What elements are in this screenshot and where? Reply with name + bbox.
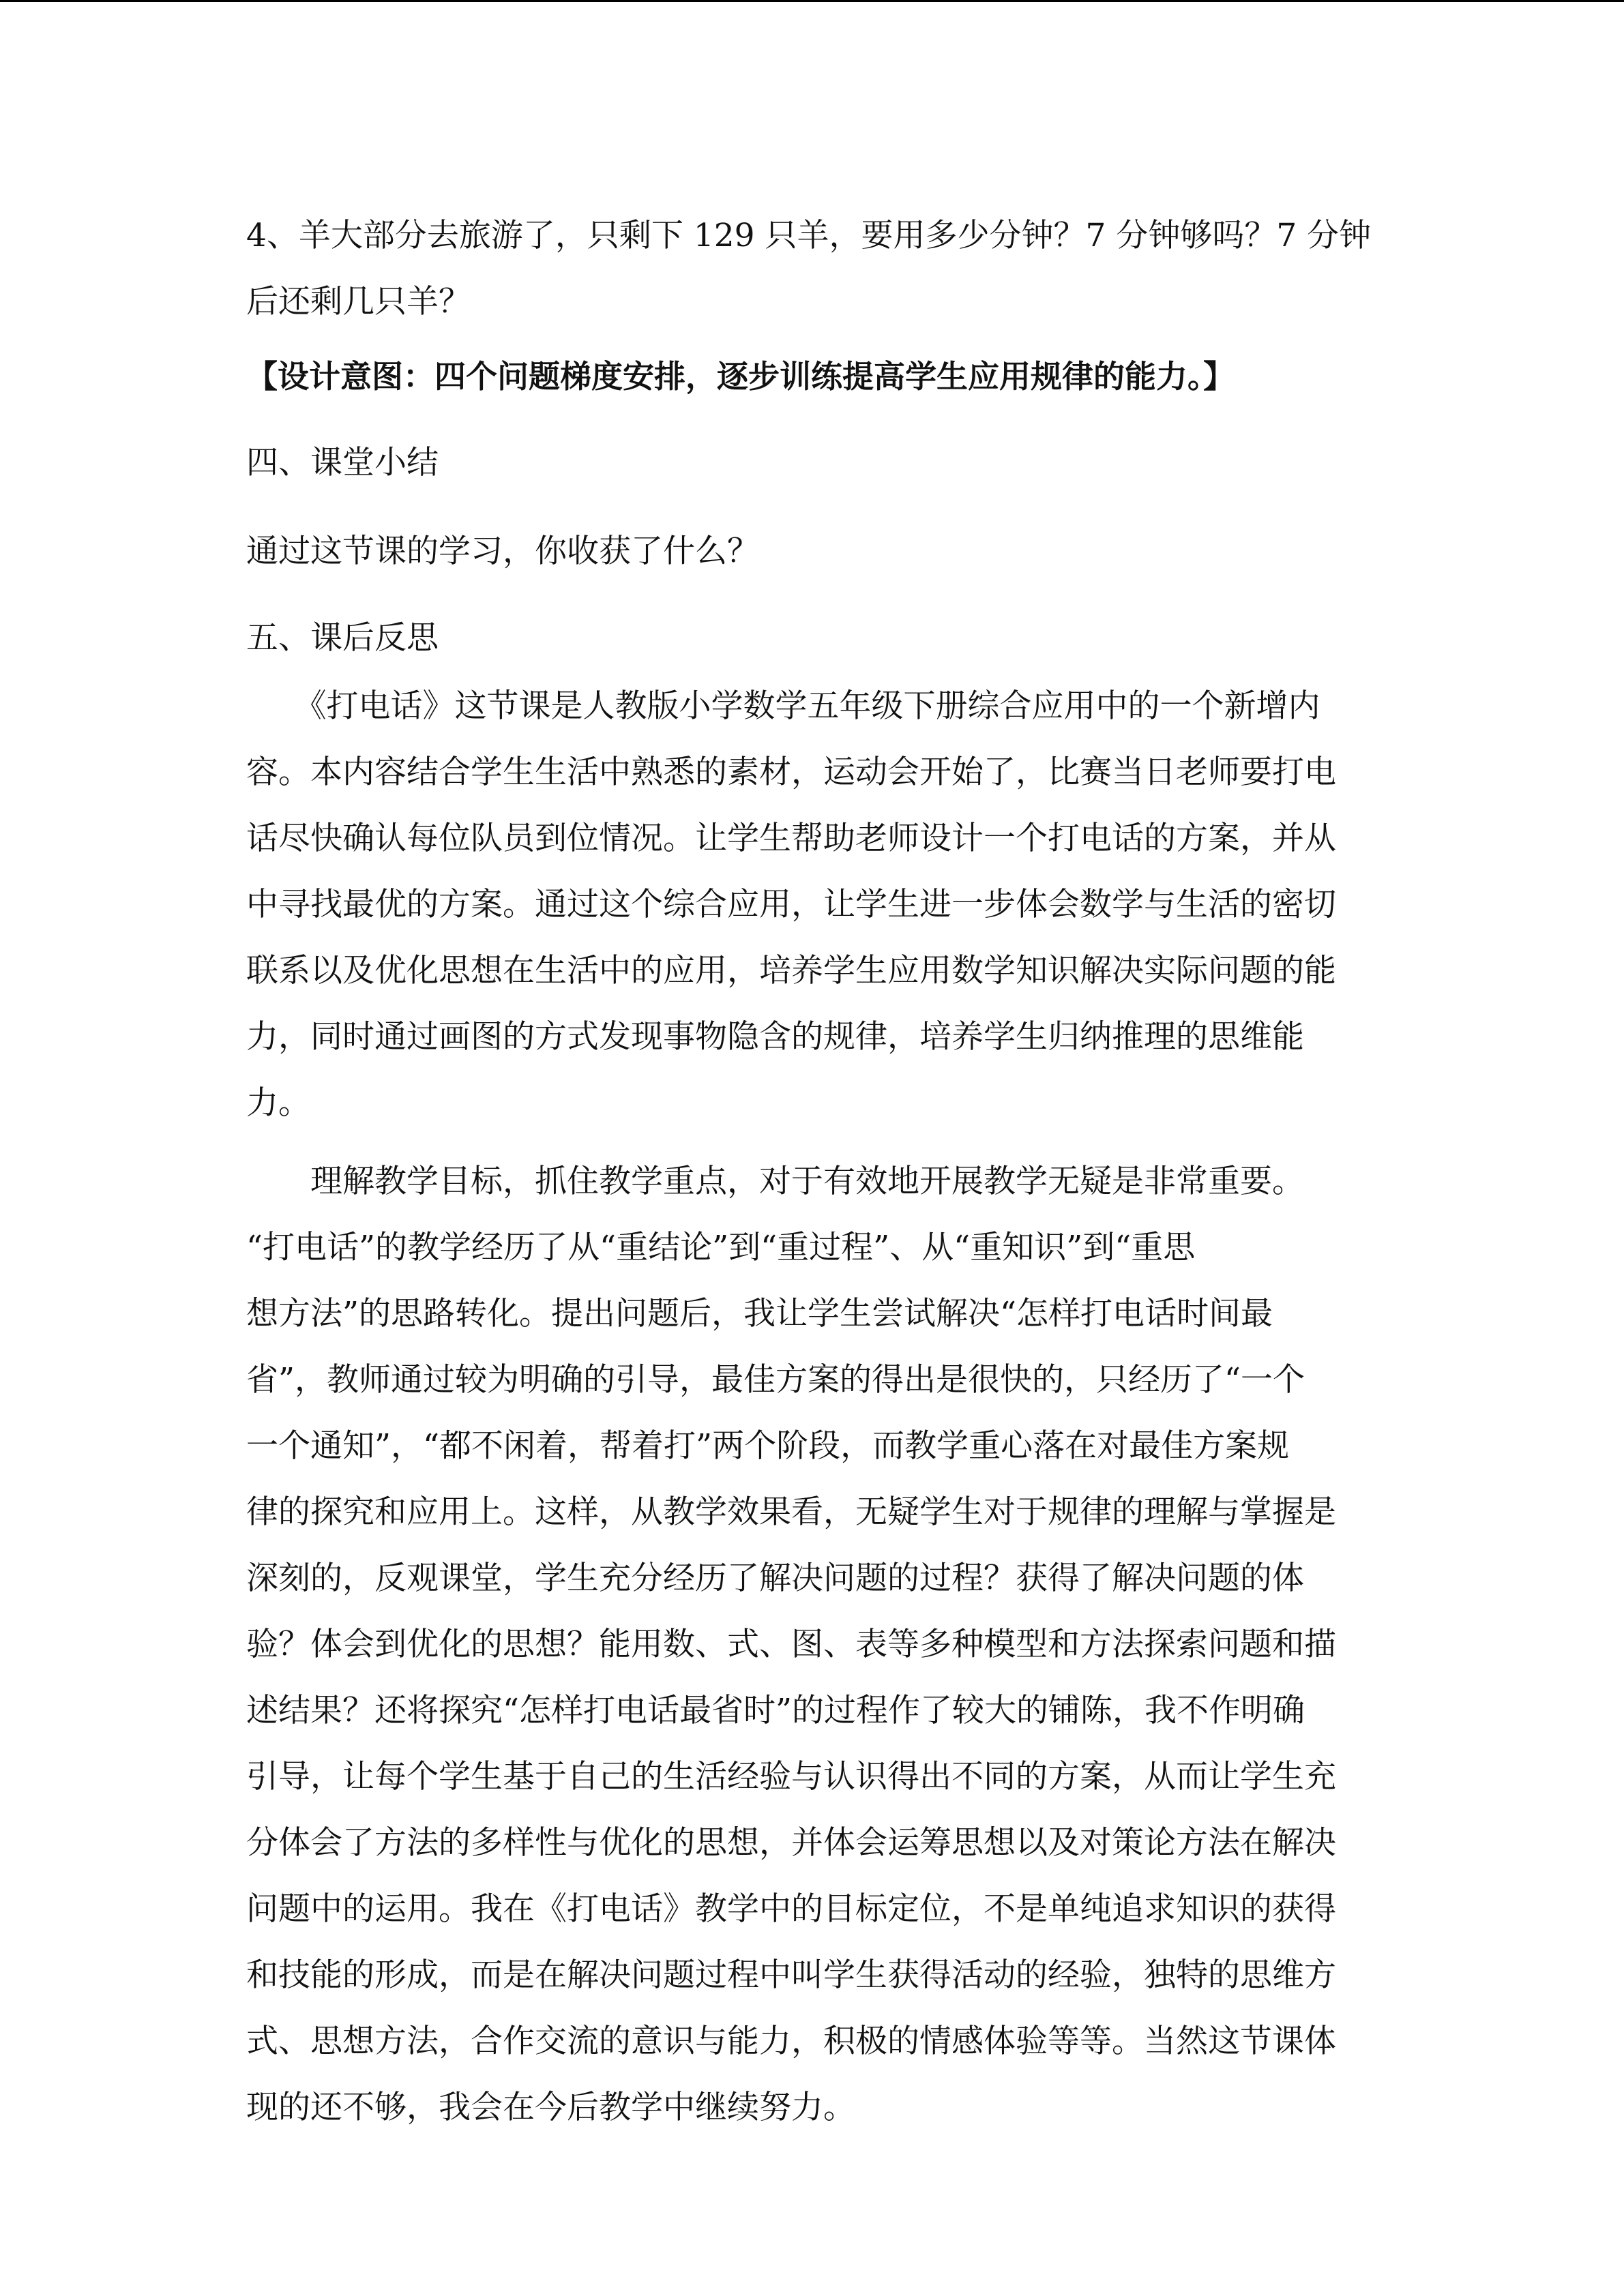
problem-4 bbox=[246, 203, 1372, 335]
design-intent-text: 【设计意图：四个问题梯度安排，逐步训练提高学生应用规律的能力。】 bbox=[246, 358, 1235, 395]
reflection-1-line: 力，同时通过画图的方式发现事物隐含的规律，培养学生归纳推理的思维能 bbox=[246, 1018, 1304, 1056]
reflection-1-line: 容。本内容结合学生生活中熟悉的素材，运动会开始了，比赛当日老师要打电 bbox=[246, 754, 1336, 791]
reflection-2-line: 验？体会到优化的思想？能用数、式、图、表等多种模型和方法探索问题和描 bbox=[246, 1626, 1336, 1663]
problem-4-line: 4、羊大部分去旅游了，只剩下 129 只羊，要用多少分钟？7 分钟够吗？7 分钟 bbox=[246, 217, 1372, 254]
reflection-paragraph-1 bbox=[246, 673, 1365, 1136]
reflection-2-line: 理解教学目标，抓住教学重点，对于有效地开展教学无疑是非常重要。 bbox=[246, 1163, 1304, 1200]
reflection-2-line: “打电话”的教学经历了从“重结论”到“重过程”、从“重知识”到“重思 bbox=[246, 1229, 1196, 1266]
summary-question bbox=[246, 518, 1365, 584]
reflection-1-line: 中寻找最优的方案。通过这个综合应用，让学生进一步体会数学与生活的密切 bbox=[246, 886, 1336, 923]
section-4-heading bbox=[246, 430, 1365, 496]
reflection-2-line: 深刻的，反观课堂，学生充分经历了解决问题的过程？获得了解决问题的体 bbox=[246, 1560, 1304, 1597]
reflection-2-line: 省”，教师通过较为明确的引导，最佳方案的得出是很快的，只经历了“一个 bbox=[246, 1361, 1305, 1399]
problem-4-line: 后还剩几只羊？ bbox=[246, 283, 471, 320]
reflection-2-line: 分体会了方法的多样性与优化的思想，并体会运筹思想以及对策论方法在解决 bbox=[246, 1824, 1336, 1862]
reflection-1-line: 联系以及优化思想在生活中的应用，培养学生应用数学知识解决实际问题的能 bbox=[246, 952, 1336, 989]
reflection-2-line: 现的还不够，我会在今后教学中继续努力。 bbox=[246, 2089, 855, 2126]
design-intent bbox=[246, 344, 1365, 410]
reflection-paragraph-2 bbox=[246, 1148, 1365, 2141]
reflection-2-line: 律的探究和应用上。这样，从教学效果看，无疑学生对于规律的理解与掌握是 bbox=[246, 1493, 1336, 1531]
reflection-2-line: 问题中的运用。我在《打电话》教学中的目标定位，不是单纯追求知识的获得 bbox=[246, 1890, 1336, 1928]
section-5-heading bbox=[246, 605, 1365, 671]
reflection-2-line: 一个通知”，“都不闲着，帮着打”两个阶段，而教学重心落在对最佳方案规 bbox=[246, 1427, 1290, 1465]
reflection-2-line: 和技能的形成，而是在解决问题过程中叫学生获得活动的经验，独特的思维方 bbox=[246, 1956, 1336, 1994]
reflection-1-line: 《打电话》这节课是人教版小学数学五年级下册综合应用中的一个新增内 bbox=[246, 687, 1320, 725]
reflection-2-line: 式、思想方法，合作交流的意识与能力，积极的情感体验等等。当然这节课体 bbox=[246, 2023, 1336, 2060]
section-4-heading-text: 四、课堂小结 bbox=[246, 444, 439, 481]
reflection-2-line: 引导，让每个学生基于自己的生活经验与认识得出不同的方案，从而让学生充 bbox=[246, 1758, 1336, 1795]
reflection-1-line: 话尽快确认每位队员到位情况。让学生帮助老师设计一个打电话的方案，并从 bbox=[246, 820, 1336, 857]
reflection-1-line: 力。 bbox=[246, 1084, 310, 1122]
section-5-heading-text: 五、课后反思 bbox=[246, 619, 439, 657]
reflection-2-line: 述结果？还将探究“怎样打电话最省时”的过程作了较大的铺陈，我不作明确 bbox=[246, 1692, 1305, 1729]
reflection-2-line: 想方法”的思路转化。提出问题后，我让学生尝试解决“怎样打电话时间最 bbox=[246, 1295, 1273, 1332]
summary-question-text: 通过这节课的学习，你收获了什么？ bbox=[246, 533, 759, 570]
